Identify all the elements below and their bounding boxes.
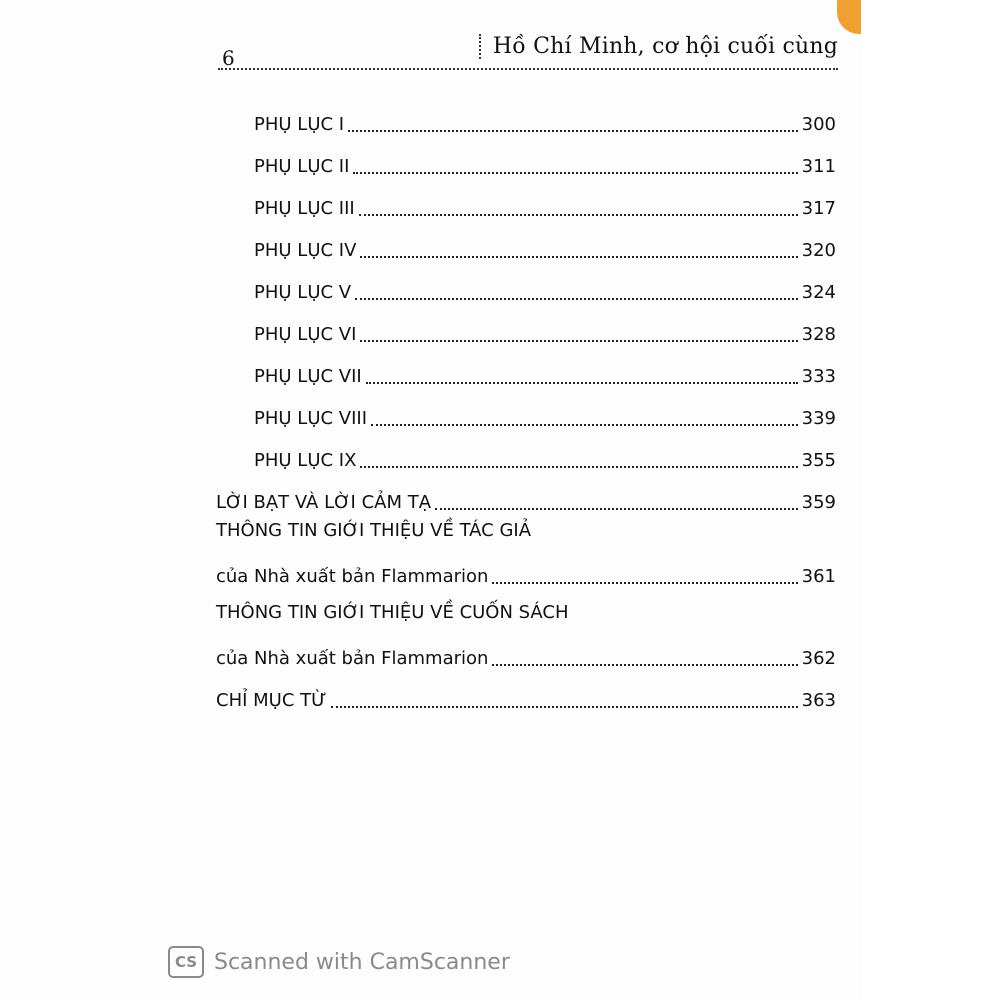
toc-entry	[216, 180, 836, 222]
leader-dots	[366, 381, 798, 384]
toc-entry-page: 320	[801, 240, 836, 261]
toc-entry-page: 362	[801, 648, 836, 669]
header-dotted-rule	[218, 68, 838, 70]
toc-entry	[216, 306, 836, 348]
leader-dots	[359, 213, 798, 216]
right-margin	[861, 0, 1001, 1001]
toc-entry-label: PHỤ LỤC VI	[254, 324, 357, 345]
toc-entry-label: PHỤ LỤC I	[254, 114, 345, 135]
toc-entry-page: 355	[801, 450, 836, 471]
toc-entry	[216, 602, 836, 672]
book-edge-decoration	[837, 0, 863, 34]
leader-dots	[360, 255, 797, 258]
toc-entry-sublabel: của Nhà xuất bản Flammarion	[216, 648, 489, 669]
toc-entry-page: 363	[801, 690, 836, 711]
leader-dots	[331, 705, 798, 708]
toc-entry-page: 328	[801, 324, 836, 345]
toc-entry	[216, 390, 836, 432]
toc-entry-page: 333	[801, 366, 836, 387]
leader-dots	[348, 129, 798, 132]
toc-entry-label: THÔNG TIN GIỚI THIỆU VỀ CUỐN SÁCH	[216, 602, 569, 623]
table-of-contents	[216, 96, 836, 714]
toc-entry-label: THÔNG TIN GIỚI THIỆU VỀ TÁC GIẢ	[216, 520, 532, 541]
toc-entry-label: CHỈ MỤC TỪ	[216, 690, 327, 711]
toc-entry-label: PHỤ LỤC II	[254, 156, 350, 177]
toc-entry-label: LỜI BẠT VÀ LỜI CẢM TẠ	[216, 492, 432, 513]
book-title: Hồ Chí Minh, cơ hội cuối cùng	[479, 34, 838, 59]
toc-entry	[216, 222, 836, 264]
toc-entry-label: PHỤ LỤC IV	[254, 240, 357, 261]
page-header	[218, 26, 838, 86]
page-number: 6	[222, 46, 235, 70]
toc-entry-page: 311	[801, 156, 836, 177]
toc-entry	[216, 672, 836, 714]
leader-dots	[492, 581, 797, 584]
toc-entry	[216, 348, 836, 390]
toc-entry	[216, 432, 836, 474]
toc-entry	[216, 138, 836, 180]
toc-entry	[216, 96, 836, 138]
toc-entry	[216, 474, 836, 516]
leader-dots	[371, 423, 798, 426]
toc-entry-page: 324	[801, 282, 836, 303]
toc-entry-page: 339	[801, 408, 836, 429]
toc-entry-label: PHỤ LỤC VIII	[254, 408, 368, 429]
camscanner-icon: CS	[168, 946, 204, 978]
leader-dots	[492, 663, 797, 666]
toc-entry-page: 361	[801, 566, 836, 587]
leader-dots	[360, 339, 797, 342]
watermark-text: Scanned with CamScanner	[214, 949, 510, 975]
camscanner-watermark	[168, 946, 510, 978]
toc-entry-sublabel: của Nhà xuất bản Flammarion	[216, 566, 489, 587]
toc-entry-label: PHỤ LỤC V	[254, 282, 352, 303]
leader-dots	[360, 465, 797, 468]
toc-entry	[216, 264, 836, 306]
toc-entry-label: PHỤ LỤC III	[254, 198, 355, 219]
leader-dots	[435, 507, 798, 510]
toc-entry-page: 317	[801, 198, 836, 219]
toc-entry	[216, 520, 836, 600]
toc-entry-label: PHỤ LỤC VII	[254, 366, 362, 387]
toc-entry-page: 359	[801, 492, 836, 513]
leader-dots	[355, 297, 798, 300]
toc-entry-label: PHỤ LỤC IX	[254, 450, 357, 471]
leader-dots	[353, 171, 797, 174]
toc-entry-page: 300	[801, 114, 836, 135]
